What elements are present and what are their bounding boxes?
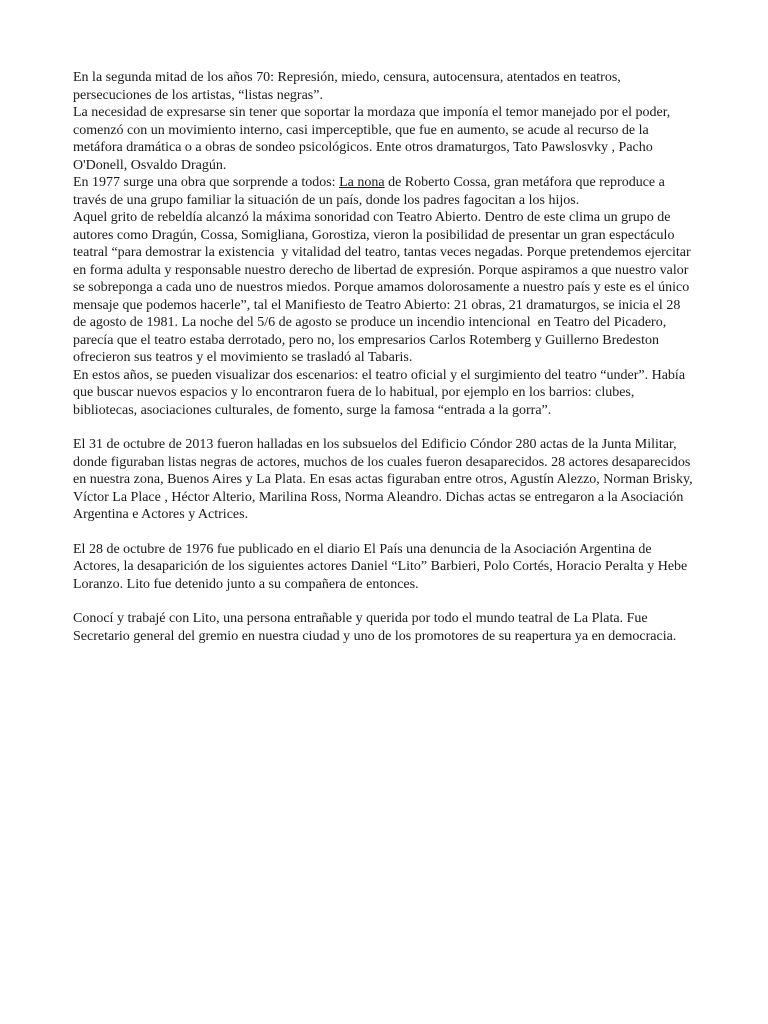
document-body [73, 69, 695, 645]
paragraph-teatro-abierto: Aquel grito de rebeldía alcanzó la máxima sonoridad con Teatro Abierto. Dentro de este clima un grupo de autores como Dragún, Cossa, Somigliana, Gorostiza, vieron la posibilidad de presentar un gran espectáculo teatral “para demostrar la existencia y vitalidad del teatro, tantas veces negadas. Porque pretendemos ejercitar en forma adulta y responsable nuestro derecho de libertad de expresión. Porque aspiramos a que nuestro valor se sobreponga a cada uno de nuestros miedos. Porque amamos dolorosamente a nuestro país y este es el único mensaje que podemos hacerle”, tal el Manifiesto de Teatro Abierto: 21 obras, 21 dramaturgos, se inicia el 28 de agosto de 1981. La noche del 5/6 de agosto se produce un incendio intencional en Teatro del Picadero, parecía que el teatro estaba derrotado, pero no, los empresarios Carlos Rotemberg y Guillerno Bredeston ofrecieron sus teatros y el movimiento se trasladó al Tabaris. [73, 210, 695, 365]
lito-section [73, 610, 695, 645]
paragraph-1977 [73, 174, 695, 209]
paragraph-1977-rest: de Roberto Cossa, gran metáfora que reproduce a través de una grupo familiar la situación de un país, donde los padres fagocitan a los hijos. [73, 175, 669, 208]
paragraph-escenarios: En estos años, se pueden visualizar dos escenarios: el teatro oficial y el surgimiento del teatro “under”. Había que buscar nuevos espacios y lo encontraron fuera de lo habitual, por ejemplo en los barrios: clubes, bibliotecas, asociaciones culturales, de fomento, surge la famosa “entrada a la gorra”. [73, 367, 689, 418]
paragraph-seventies: En la segunda mitad de los años 70: Represión, miedo, censura, autocensura, atentados en teatros, persecuciones de los artistas, “listas negras”. [73, 70, 625, 103]
play-title-la-nona: La nona [339, 175, 385, 190]
paragraph-1977-lead: En 1977 surge una obra que sorprende a todos: [73, 175, 340, 190]
paragraph-denuncia: El 28 de octubre de 1976 fue publicado en el diario El País una denuncia de la Asociación Argentina de Actores, la desaparición de los siguientes actores Daniel “Lito” Barbieri, Polo Cortés, Horacio Peralta y Hebe Loranzo. Lito fue detenido junto a su compañera de entonces. [73, 541, 691, 592]
history-section [73, 69, 695, 419]
paragraph-actas: El 31 de octubre de 2013 fueron halladas en los subsuelos del Edificio Cóndor 280 actas de la Junta Militar, donde figuraban listas negras de actores, muchos de los cuales fueron desaparecidos. 28 actores desaparecidos en nuestra zona, Buenos Aires y La Plata. En esas actas figuraban entre otros, Agustín Alezzo, Norman Brisky, Víctor La Place , Héctor Alterio, Marilina Ross, Norma Aleandro. Dichas actas se entregaron a la Asociación Argentina e Actores y Actrices. [73, 437, 696, 522]
paragraph-metaphor: La necesidad de expresarse sin tener que soportar la mordaza que imponía el temor manejado por el poder, comenzó con un movimiento interno, casi imperceptible, que fue en aumento, se acude al recurso de la metáfora dramática o a obras de sondeo psicológicos. Ente otros dramaturgos, Tato Pawslosvky , Pacho O'Donell, Osvaldo Dragún. [73, 105, 674, 173]
actas-section [73, 436, 695, 524]
paragraph-lito: Conocí y trabajé con Lito, una persona entrañable y querida por todo el mundo teatral de La Plata. Fue Secretario general del gremio en nuestra ciudad y uno de los promotores de su reapertura ya en democracia. [73, 611, 677, 644]
denuncia-section [73, 541, 695, 594]
